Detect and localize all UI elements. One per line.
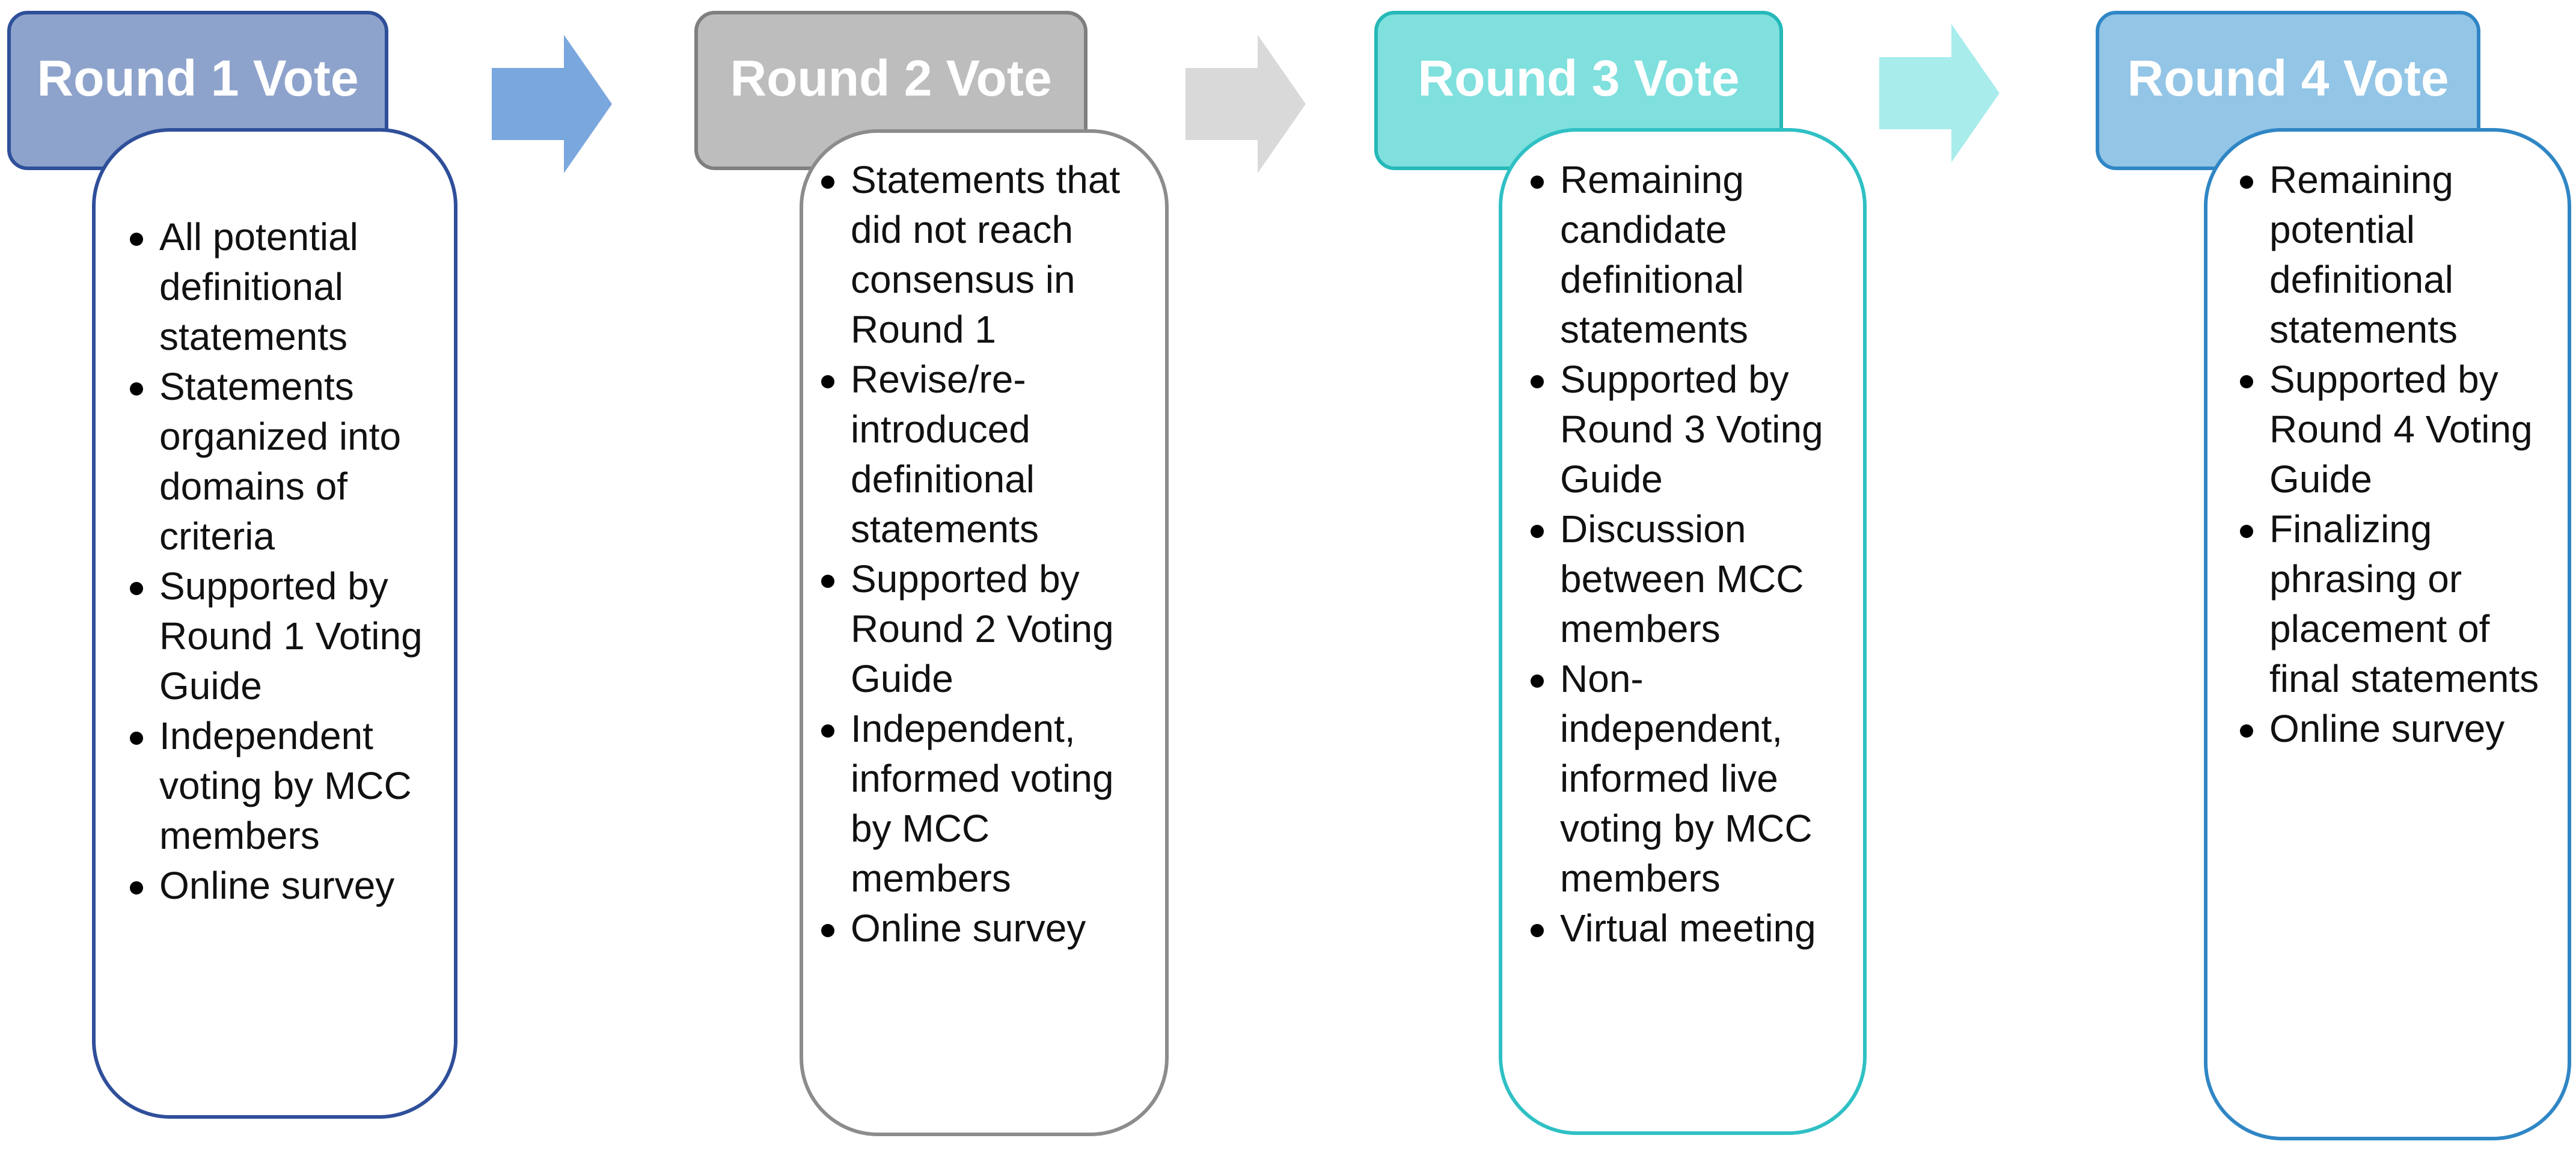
list-item: Supported by Round 1 Voting Guide (114, 561, 451, 711)
arrow-shape (1186, 35, 1306, 173)
list-item: Independent, informed voting by MCC members (806, 704, 1148, 904)
round2-list (806, 155, 1148, 953)
arrow-round3-to-round4-icon (1879, 24, 1999, 162)
list-item: Supported by Round 4 Voting Guide (2224, 355, 2561, 504)
list-item: Supported by Round 3 Voting Guide (1515, 355, 1858, 504)
list-item: Finalizing phrasing or placement of final statements (2224, 504, 2561, 704)
list-item: Online survey (114, 861, 451, 911)
round3-list (1515, 155, 1858, 953)
list-item: All potential definitional statements (114, 212, 451, 362)
list-item: Remaining candidate definitional statements (1515, 155, 1858, 355)
list-item: Online survey (2224, 704, 2561, 754)
list-item: Online survey (806, 904, 1148, 953)
round1-title: Round 1 Vote (37, 50, 359, 106)
arrow-shape (1879, 24, 1999, 162)
round1-list (114, 212, 451, 911)
list-item: Supported by Round 2 Voting Guide (806, 554, 1148, 704)
list-item: Revise/re-introduced definitional statements (806, 355, 1148, 554)
round3-title: Round 3 Vote (1418, 50, 1740, 106)
list-item: Statements organized into domains of criteria (114, 362, 451, 561)
arrow-shape (492, 35, 612, 173)
list-item: Statements that did not reach consensus in Round 1 (806, 155, 1148, 355)
arrow-round1-to-round2-icon (492, 35, 612, 173)
round4-list (2224, 155, 2561, 754)
list-item: Remaining potential definitional statements (2224, 155, 2561, 355)
list-item: Discussion between MCC members (1515, 504, 1858, 654)
arrow-round2-to-round3-icon (1186, 35, 1306, 173)
round2-title: Round 2 Vote (730, 50, 1052, 106)
round4-title: Round 4 Vote (2127, 50, 2449, 106)
list-item: Virtual meeting (1515, 904, 1858, 953)
list-item: Non-independent, informed live voting by MCC members (1515, 654, 1858, 904)
list-item: Independent voting by MCC members (114, 711, 451, 861)
